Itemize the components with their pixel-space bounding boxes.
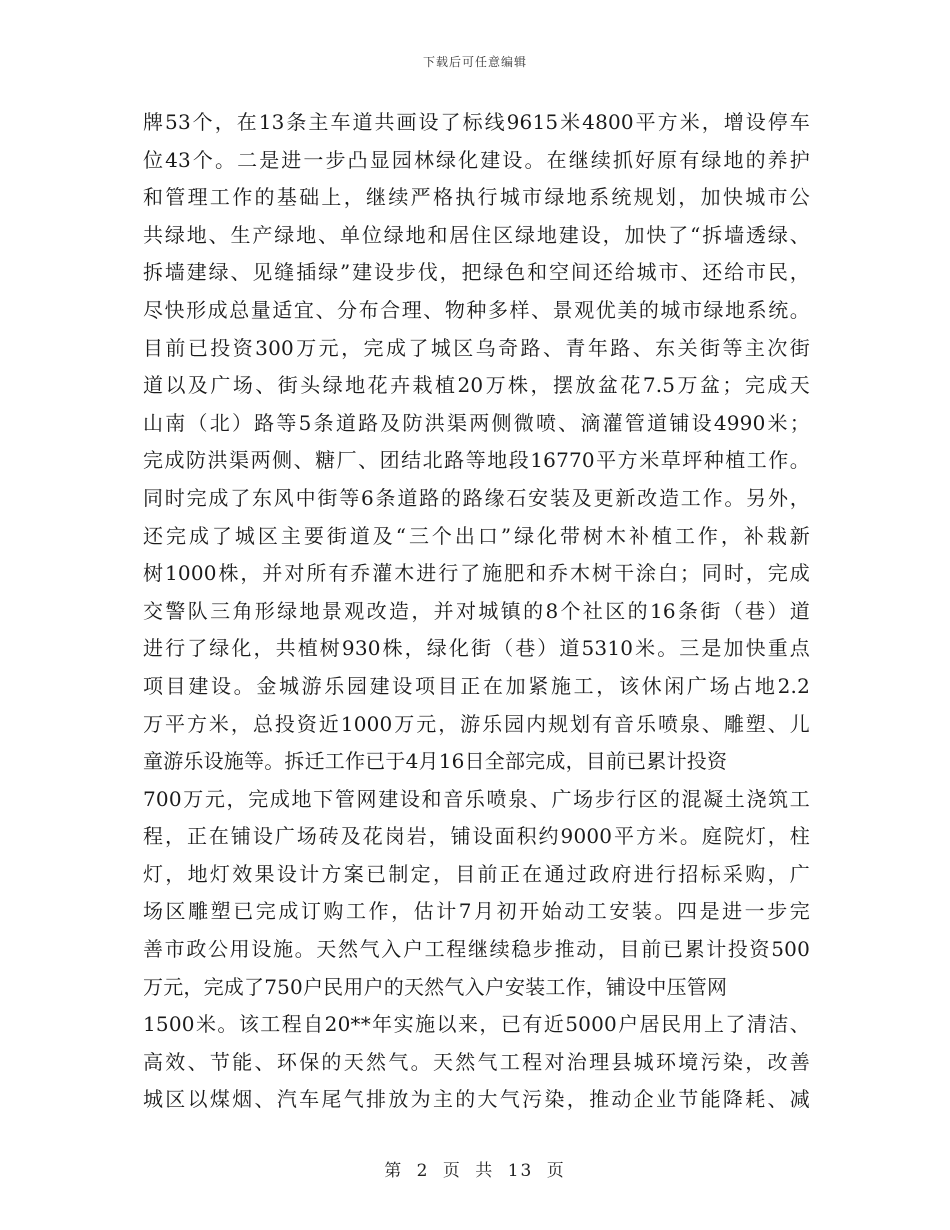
- body-line: 目前已投资300万元，完成了城区乌奇路、青年路、东关街等主次街: [143, 335, 810, 360]
- body-line: 城区以煤烟、汽车尾气排放为主的大气污染，推动企业节能降耗、减: [143, 1087, 810, 1112]
- body-line: 尽快形成总量适宜、分布合理、物种多样、景观优美的城市绿地系统。: [143, 297, 810, 322]
- body-line: 和管理工作的基础上，继续严格执行城市绿地系统规划，加快城市公: [143, 185, 810, 210]
- body-line: 1500米。该工程自20**年实施以来，已有近5000户居民用上了清洁、: [143, 1012, 810, 1037]
- body-line: 拆墙建绿、见缝插绿”建设步伐，把绿色和空间还给城市、还给市民，: [143, 260, 810, 285]
- body-line: 善市政公用设施。天然气入户工程继续稳步推动，目前已累计投资500: [143, 937, 810, 962]
- body-line: 同时完成了东风中街等6条道路的路缘石安装及更新改造工作。另外，: [143, 485, 810, 510]
- body-line: 完成防洪渠两侧、糖厂、团结北路等地段16770平方米草坪种植工作。: [143, 448, 810, 473]
- body-line: 山南（北）路等5条道路及防洪渠两侧微喷、滴灌管道铺设4990米；: [143, 410, 810, 435]
- body-line: 进行了绿化，共植树930株，绿化街（巷）道5310米。三是加快重点: [143, 636, 810, 661]
- page-header: 下载后可任意编辑: [422, 55, 527, 69]
- body-line: 高效、节能、环保的天然气。天然气工程对治理县城环境污染，改善: [143, 1049, 810, 1074]
- body-line: 共绿地、生产绿地、单位绿地和居住区绿地建设，加快了“拆墙透绿、: [143, 222, 810, 247]
- body-line: 交警队三角形绿地景观改造，并对城镇的8个社区的16条街（巷）道: [143, 598, 810, 623]
- body-line: 位43个。二是进一步凸显园林绿化建设。在继续抓好原有绿地的养护: [143, 147, 810, 172]
- body-line: 牌53个，在13条主车道共画设了标线9615米4800平方米，增设停车: [143, 110, 810, 134]
- page-footer: 第 2 页 共 13 页: [384, 1161, 566, 1181]
- body-text: [143, 104, 810, 1119]
- body-line: 童游乐设施等。拆迁工作已于4月16日全部完成，目前已累计投资: [143, 749, 728, 774]
- body-line: 700万元，完成地下管网建设和音乐喷泉、广场步行区的混凝土浇筑工: [143, 786, 810, 811]
- body-line: 道以及广场、街头绿地花卉栽植20万株，摆放盆花7.5万盆；完成天: [143, 373, 810, 398]
- body-line: 万平方米，总投资近1000万元，游乐园内规划有音乐喷泉、雕塑、儿: [143, 711, 810, 736]
- body-line: 灯，地灯效果设计方案已制定，目前正在通过政府进行招标采购，广: [143, 861, 810, 886]
- body-line: 还完成了城区主要街道及“三个出口”绿化带树木补植工作，补栽新: [143, 523, 810, 548]
- body-line: 万元，完成了750户民用户的天然气入户安装工作，铺设中压管网: [143, 974, 728, 999]
- body-line: 程，正在铺设广场砖及花岗岩，铺设面积约9000平方米。庭院灯，柱: [143, 824, 810, 849]
- body-line: 场区雕塑已完成订购工作，估计7月初开始动工安装。四是进一步完: [143, 899, 810, 924]
- body-line: 项目建设。金城游乐园建设项目正在加紧施工，该休闲广场占地2.2: [143, 673, 810, 698]
- body-line: 树1000株，并对所有乔灌木进行了施肥和乔木树干涂白；同时，完成: [143, 561, 810, 586]
